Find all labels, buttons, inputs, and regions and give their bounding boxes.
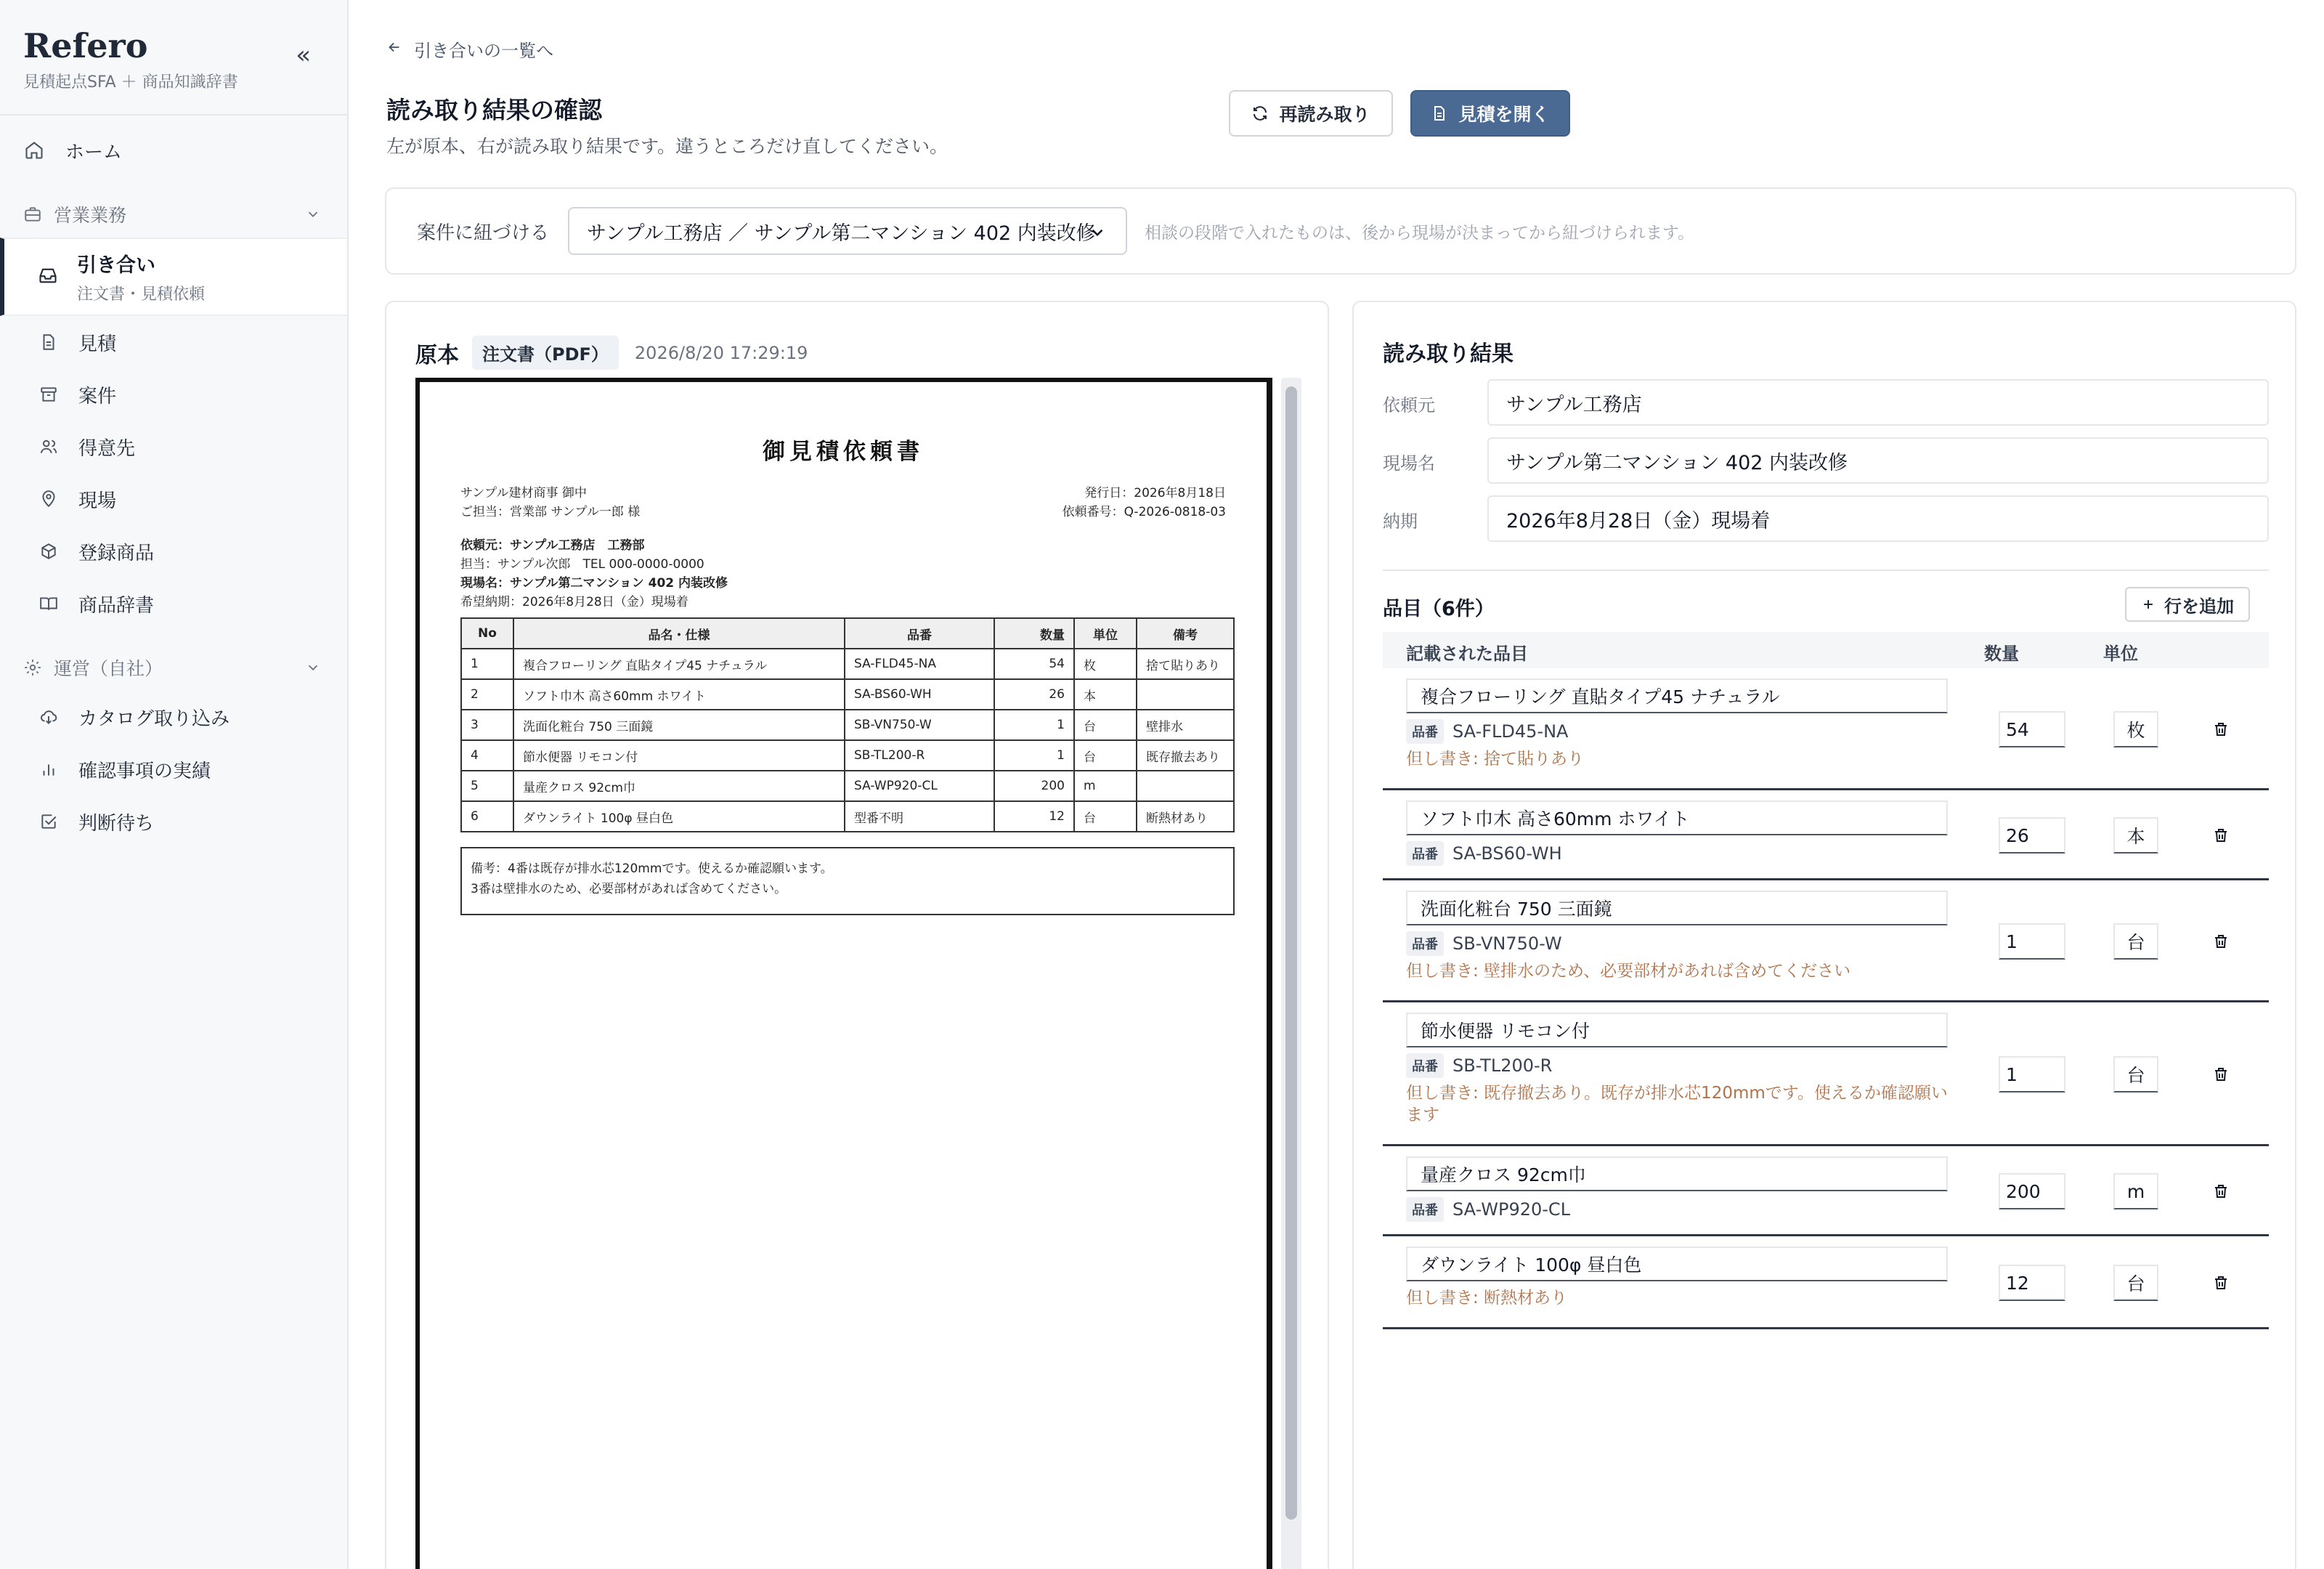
doc-cell-unit: 台	[1074, 801, 1137, 832]
client-label: 依頼元	[1383, 395, 1435, 415]
doc-client: 依頼元：サンプル工務店 工務部	[460, 538, 645, 553]
doc-cell-remarks: 捨て貼りあり	[1137, 649, 1234, 679]
doc-cell-qty: 54	[994, 649, 1074, 679]
collapse-sidebar-button[interactable]: «	[296, 41, 311, 70]
page-title: 読み取り結果の確認	[386, 96, 602, 124]
sidebar-item-confirmation-stats[interactable]	[0, 743, 347, 795]
doc-cell-code: SB-TL200-R	[845, 740, 994, 771]
book-open-icon	[38, 593, 60, 615]
item-name-input[interactable]: 洗面化粧台 750 三面鏡	[1406, 891, 1948, 925]
unit-input[interactable]: 本	[2113, 817, 2158, 854]
sidebar-item-customers[interactable]	[0, 421, 347, 473]
doc-table-header	[461, 618, 1234, 649]
items-title: 品目（6件）	[1383, 598, 1495, 620]
doc-cell-no: 4	[461, 740, 513, 771]
sidebar-item-pending[interactable]	[0, 795, 347, 848]
plus-icon	[2141, 597, 2156, 612]
arrow-left-icon	[386, 39, 402, 60]
doc-cell-unit: 台	[1074, 740, 1137, 771]
sidebar-item-home[interactable]	[0, 124, 347, 177]
deadline-field[interactable]: 2026年8月28日（金）現場着	[1487, 495, 2269, 542]
sidebar	[0, 0, 349, 1569]
sidebar-item-label: 得意先	[78, 437, 136, 460]
briefcase-icon	[23, 204, 44, 224]
add-row-button[interactable]	[2125, 587, 2250, 622]
item-code-value: SA-BS60-WH	[1452, 843, 1562, 864]
doc-cell-no: 2	[461, 679, 513, 710]
doc-cell-name: 複合フローリング 直貼タイプ45 ナチュラル	[513, 649, 845, 679]
doc-table-row	[461, 679, 1234, 710]
code-tag: 品番	[1406, 1197, 1444, 1222]
unit-input[interactable]: 枚	[2113, 711, 2158, 747]
item-code	[1406, 931, 1562, 956]
brand-block	[0, 0, 347, 115]
item-name-input[interactable]: 節水便器 リモコン付	[1406, 1013, 1948, 1047]
open-estimate-button[interactable]	[1410, 90, 1570, 137]
brand-logo: Refero	[23, 26, 148, 65]
chevron-down-icon	[305, 659, 321, 680]
item-name-input[interactable]: ソフト巾木 高さ60mm ホワイト	[1406, 800, 1948, 835]
doc-col-remarks: 備考	[1137, 618, 1234, 649]
doc-table-row	[461, 771, 1234, 801]
doc-cell-qty: 200	[994, 771, 1074, 801]
delete-row-button[interactable]	[2211, 825, 2231, 846]
back-link[interactable]	[386, 36, 553, 62]
code-tag: 品番	[1406, 931, 1444, 956]
doc-col-unit: 単位	[1074, 618, 1137, 649]
check-square-icon	[38, 811, 60, 832]
sidebar-item-catalog-import[interactable]	[0, 691, 347, 743]
trash-icon	[2212, 721, 2230, 738]
sidebar-item-label: 確認事項の実績	[78, 760, 211, 782]
sidebar-item-estimates[interactable]	[0, 316, 347, 368]
quantity-input[interactable]: 1	[1999, 923, 2065, 960]
doc-cell-remarks: 断熱材あり	[1137, 801, 1234, 832]
doc-cell-qty: 1	[994, 710, 1074, 740]
doc-cell-remarks	[1137, 679, 1234, 710]
trash-icon	[2212, 1274, 2230, 1292]
doc-remark-line: 備考：4番は既存が排水芯120mmです。使えるか確認願います。	[471, 861, 833, 876]
unit-input[interactable]: m	[2113, 1173, 2158, 1209]
doc-cell-unit: 枚	[1074, 649, 1137, 679]
site-label: 現場名	[1383, 453, 1435, 474]
project-select-value: サンプル工務店 ／ サンプル第二マンション 402 内装改修	[587, 222, 1096, 245]
doc-remark-line: 3番は壁排水のため、必要部材があれば含めてください。	[471, 882, 787, 896]
doc-remarks	[460, 847, 1235, 915]
doc-cell-code: SA-BS60-WH	[845, 679, 994, 710]
item-name-input[interactable]: ダウンライト 100φ 昼白色	[1406, 1246, 1948, 1281]
box-icon	[38, 540, 60, 562]
doc-deadline: 希望納期：2026年8月28日（金）現場着	[460, 595, 688, 609]
item-name-input[interactable]: 量産クロス 92cm巾	[1406, 1156, 1948, 1191]
doc-table-row	[461, 740, 1234, 771]
archive-icon	[38, 384, 60, 405]
map-pin-icon	[38, 488, 60, 510]
brand-subtitle: 見積起点SFA ＋ 商品知識辞書	[23, 73, 238, 92]
document-icon	[38, 331, 60, 353]
file-text-icon	[1431, 105, 1448, 122]
chevron-down-icon	[305, 206, 321, 227]
deadline-label: 納期	[1383, 511, 1418, 532]
doc-issue-date: 発行日：2026年8月18日	[1084, 486, 1226, 500]
item-row	[1383, 1002, 2269, 1146]
doc-col-name: 品名・仕様	[513, 618, 845, 649]
doc-items-table	[460, 617, 1235, 832]
upload-timestamp: 2026/8/20 17:29:19	[634, 342, 808, 363]
item-code-value: SB-VN750-W	[1452, 933, 1562, 954]
sidebar-item-dictionary[interactable]	[0, 577, 347, 630]
project-link-hint: 相談の段階で入れたものは、後から現場が決まってから紐づけられます。	[1145, 223, 1695, 243]
doc-cell-name: 節水便器 リモコン付	[513, 740, 845, 771]
sidebar-item-label: 商品辞書	[78, 594, 155, 617]
doc-cell-unit: 台	[1074, 710, 1137, 740]
doc-contact: 担当：サンプル次郎 TEL 000-0000-0000	[460, 557, 704, 572]
doc-table-row	[461, 710, 1234, 740]
site-field[interactable]: サンプル第二マンション 402 内装改修	[1487, 437, 2269, 484]
item-code-value: SA-FLD45-NA	[1452, 721, 1569, 742]
doc-col-qty: 数量	[994, 618, 1074, 649]
scrollbar-thumb[interactable]	[1285, 386, 1297, 1520]
quantity-input[interactable]: 26	[1999, 817, 2065, 854]
doc-recipient-contact: ご担当：営業部 サンプル一郎 様	[460, 505, 641, 519]
doc-col-no: No	[461, 618, 513, 649]
item-code	[1406, 1197, 1570, 1222]
doc-cell-no: 3	[461, 710, 513, 740]
doc-table-row	[461, 801, 1234, 832]
doc-site: 現場名：サンプル第二マンション 402 内装改修	[460, 576, 728, 591]
doc-cell-qty: 26	[994, 679, 1074, 710]
sidebar-item-products[interactable]	[0, 525, 347, 577]
main-content	[349, 0, 2324, 1569]
sidebar-item-label: 判断待ち	[78, 812, 155, 835]
add-row-label: 行を追加	[2164, 596, 2234, 617]
doc-cell-qty: 12	[994, 801, 1074, 832]
doc-cell-code: SA-WP920-CL	[845, 771, 994, 801]
item-note: 但し書き: 断熱材あり	[1406, 1289, 1568, 1308]
doc-request-number: 依頼番号：Q-2026-0818-03	[1062, 505, 1226, 519]
trash-icon	[2212, 1066, 2230, 1083]
sidebar-item-label: 登録商品	[78, 542, 155, 564]
col-qty-header: 数量	[1984, 644, 2019, 664]
doc-col-code: 品番	[845, 618, 994, 649]
col-item-header: 記載された品目	[1406, 644, 1528, 664]
client-field[interactable]: サンプル工務店	[1487, 379, 2269, 426]
refresh-icon	[1251, 105, 1269, 122]
item-row	[1383, 880, 2269, 1002]
delete-row-button[interactable]	[2211, 719, 2231, 739]
reread-button-label: 再読み取り	[1279, 104, 1370, 125]
sidebar-item-label: 引き合い	[77, 254, 155, 277]
item-row	[1383, 668, 2269, 790]
trash-icon	[2212, 1183, 2230, 1200]
item-name-input[interactable]: 複合フローリング 直貼タイプ45 ナチュラル	[1406, 678, 1948, 713]
document-type-badge: 注文書（PDF）	[472, 336, 619, 370]
code-tag: 品番	[1406, 719, 1444, 744]
doc-cell-code: SA-FLD45-NA	[845, 649, 994, 679]
doc-title: 御見積依頼書	[763, 439, 924, 465]
open-estimate-button-label: 見積を開く	[1458, 104, 1550, 125]
quantity-input[interactable]: 1	[1999, 1056, 2065, 1092]
item-code	[1406, 841, 1562, 866]
item-code	[1406, 1053, 1552, 1078]
chevron-down-icon	[1088, 223, 1107, 247]
doc-cell-no: 6	[461, 801, 513, 832]
item-note: 但し書き: 既存撤去あり。既存が排水芯120mmです。使えるか確認願います	[1406, 1084, 1948, 1124]
bar-chart-icon	[38, 758, 60, 780]
doc-cell-name: ソフト巾木 高さ60mm ホワイト	[513, 679, 845, 710]
doc-table-row	[461, 649, 1234, 679]
doc-cell-name: ダウンライト 100φ 昼白色	[513, 801, 845, 832]
doc-cell-remarks: 既存撤去あり	[1137, 740, 1234, 771]
sidebar-section-label: 運営（自社）	[54, 658, 163, 679]
inbox-icon	[38, 265, 58, 288]
doc-cell-name: 量産クロス 92cm巾	[513, 771, 845, 801]
doc-cell-no: 1	[461, 649, 513, 679]
quantity-input[interactable]: 200	[1999, 1173, 2065, 1209]
doc-cell-unit: 本	[1074, 679, 1137, 710]
home-icon	[23, 139, 45, 161]
back-link-label: 引き合いの一覧へ	[414, 41, 553, 61]
sidebar-item-label: 見積	[78, 333, 117, 355]
result-title: 読み取り結果	[1383, 341, 1514, 367]
sidebar-section-sales[interactable]	[0, 191, 347, 238]
doc-cell-code: SB-VN750-W	[845, 710, 994, 740]
code-tag: 品番	[1406, 1053, 1444, 1078]
doc-cell-unit: m	[1074, 771, 1137, 801]
trash-icon	[2212, 827, 2230, 844]
trash-icon	[2212, 933, 2230, 950]
item-row	[1383, 1146, 2269, 1236]
project-link-card	[385, 187, 2296, 275]
original-header	[415, 336, 808, 370]
delete-row-button[interactable]	[2211, 1181, 2231, 1201]
doc-cell-remarks: 壁排水	[1137, 710, 1234, 740]
unit-input[interactable]: 台	[2113, 1056, 2158, 1092]
item-code-value: SA-WP920-CL	[1452, 1199, 1571, 1220]
original-document-panel	[385, 301, 1329, 1569]
divider	[1383, 569, 2269, 571]
original-title: 原本	[415, 342, 459, 368]
cloud-download-icon	[38, 706, 60, 728]
doc-cell-code: 型番不明	[845, 801, 994, 832]
item-note: 但し書き: 捨て貼りあり	[1406, 750, 1585, 769]
delete-row-button[interactable]	[2211, 1273, 2231, 1293]
sidebar-section-operations[interactable]	[0, 644, 347, 691]
item-code-value: SB-TL200-R	[1452, 1055, 1553, 1076]
users-icon	[38, 436, 60, 458]
delete-row-button[interactable]	[2211, 1064, 2231, 1084]
sidebar-item-sites[interactable]	[0, 473, 347, 525]
quantity-input[interactable]: 12	[1999, 1265, 2065, 1301]
pdf-scrollbar[interactable]	[1281, 378, 1301, 1569]
project-select[interactable]	[568, 207, 1127, 255]
delete-row-button[interactable]	[2211, 931, 2231, 952]
unit-input[interactable]: 台	[2113, 923, 2158, 960]
item-row	[1383, 790, 2269, 880]
project-link-label: 案件に紐づける	[417, 222, 550, 244]
quantity-input[interactable]: 54	[1999, 711, 2065, 747]
sidebar-item-projects[interactable]	[0, 368, 347, 421]
doc-cell-remarks	[1137, 771, 1234, 801]
item-note: 但し書き: 壁排水のため、必要部材があれば含めてください	[1406, 962, 1851, 981]
code-tag: 品番	[1406, 841, 1444, 866]
unit-input[interactable]: 台	[2113, 1265, 2158, 1301]
gear-icon	[23, 657, 44, 678]
sidebar-item-inquiries[interactable]	[0, 238, 347, 316]
sidebar-item-label: 現場	[78, 490, 117, 512]
doc-recipient: サンプル建材商事 御中	[460, 486, 587, 500]
page-description: 左が原本、右が読み取り結果です。違うところだけ直してください。	[386, 136, 948, 157]
reading-result-panel	[1352, 301, 2296, 1569]
items-table-header	[1383, 632, 2269, 668]
item-row	[1383, 1236, 2269, 1329]
doc-cell-no: 5	[461, 771, 513, 801]
sidebar-item-label: ホーム	[65, 141, 123, 163]
col-unit-header: 単位	[2103, 644, 2138, 664]
doc-cell-qty: 1	[994, 740, 1074, 771]
doc-cell-name: 洗面化粧台 750 三面鏡	[513, 710, 845, 740]
pdf-preview[interactable]	[415, 378, 1272, 1569]
sidebar-item-label: カタログ取り込み	[78, 708, 230, 730]
reread-button[interactable]	[1229, 90, 1393, 137]
sidebar-item-label: 案件	[78, 385, 117, 408]
sidebar-section-label: 営業業務	[54, 205, 127, 226]
sidebar-item-sublabel: 注文書・見積依頼	[77, 285, 206, 304]
item-code	[1406, 719, 1568, 744]
